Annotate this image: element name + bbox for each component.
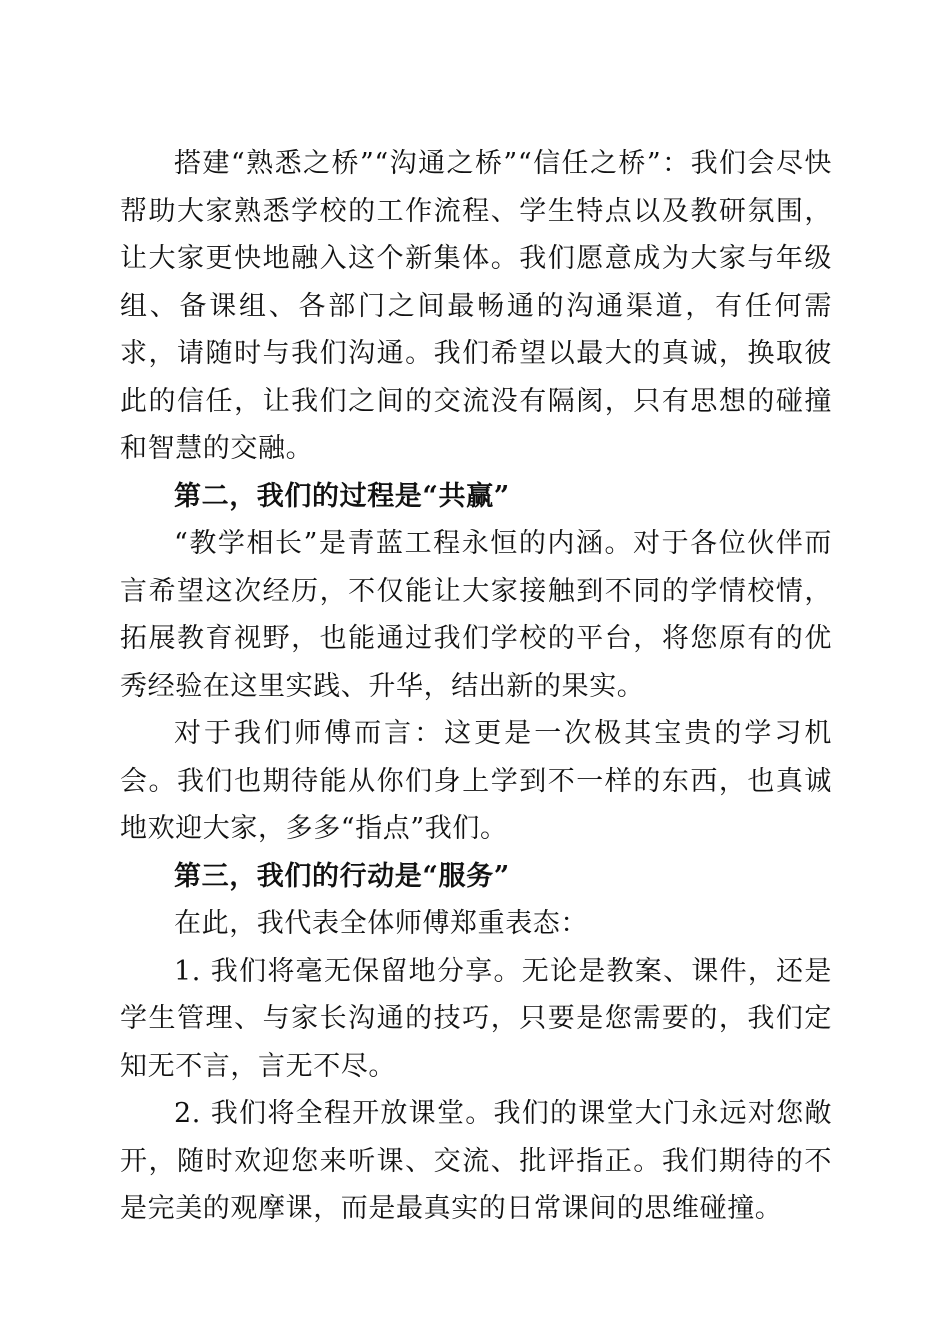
paragraph-teaching-learning: “教学相长”是青蓝工程永恒的内涵。对于各位伙伴而言希望这次经历，不仅能让大家接触到不同的学情校情，拓展教育视野，也能通过我们学校的平台，将您原有的优秀经验在这里实践、升华，结出新的果实。 xyxy=(120,528,832,702)
list-item-open-classroom: 2. 我们将全程开放课堂。我们的课堂大门永远对您敞开，随时欢迎您来听课、交流、批评指正。我们期待的不是完美的观摩课，而是最真实的日常课间的思维碰撞。 xyxy=(120,1098,832,1224)
paragraph-mentors: 对于我们师傅而言：这更是一次极其宝贵的学习机会。我们也期待能从你们身上学到不一样的东西，也真诚地欢迎大家，多多“指点”我们。 xyxy=(120,718,832,844)
paragraph-bridges: 搭建“熟悉之桥”“沟通之桥”“信任之桥”：我们会尽快帮助大家熟悉学校的工作流程、学生特点以及教研氛围，让大家更快地融入这个新集体。我们愿意成为大家与年级组、备课组、各部门之间最畅通的沟通渠道，有任何需求，请随时与我们沟通。我们希望以最大的真诚，换取彼此的信任，让我们之间的交流没有隔阂，只有思想的碰撞和智慧的交融。 xyxy=(120,148,832,464)
heading-second-win-win: 第二，我们的过程是“共赢” xyxy=(174,480,510,512)
list-item-share: 1. 我们将毫无保留地分享。无论是教案、课件，还是学生管理、与家长沟通的技巧，只要是您需要的，我们定知无不言，言无不尽。 xyxy=(120,955,832,1082)
heading-third-service: 第三，我们的行动是“服务” xyxy=(174,860,510,892)
document-page xyxy=(120,140,832,1233)
paragraph-declaration: 在此，我代表全体师傅郑重表态： xyxy=(174,908,588,939)
